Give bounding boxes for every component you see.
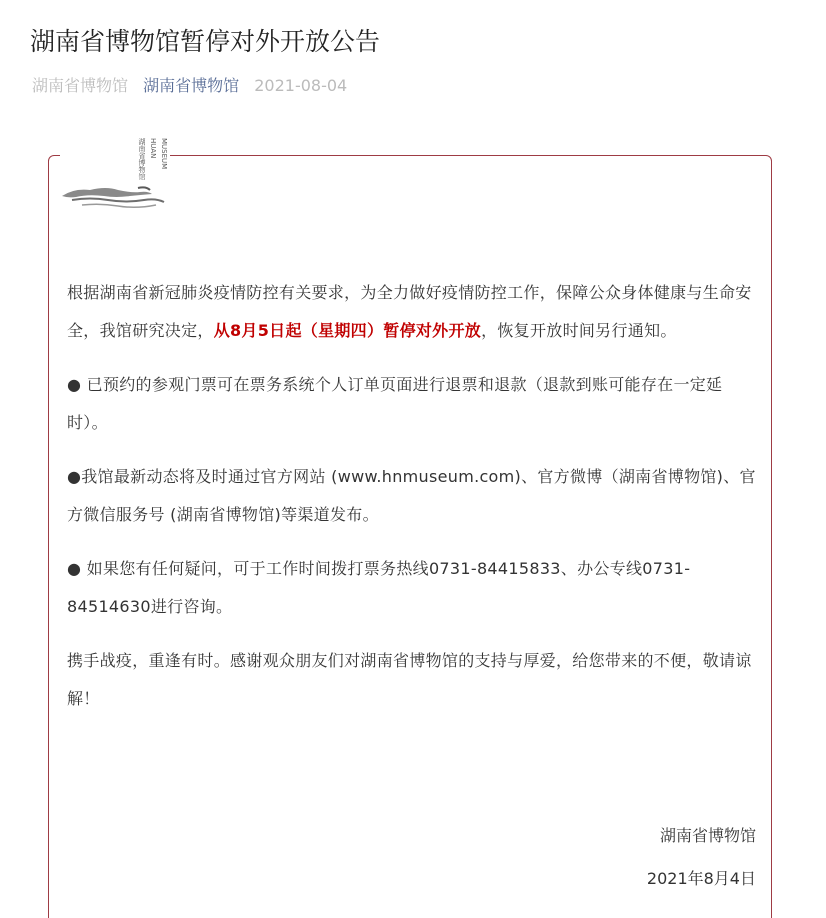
paragraph-channels: ●我馆最新动态将及时通过官方网站 (www.hnmuseum.com)、官方微博（湖南省博物馆)、官方微信服务号 (湖南省博物馆)等渠道发布。 xyxy=(67,467,756,524)
museum-logo-icon xyxy=(60,178,170,214)
museum-logo xyxy=(60,138,170,216)
notice-body xyxy=(67,274,761,718)
paragraph-main xyxy=(67,274,761,350)
paragraph-main-tail: ，恢复开放时间另行通知。 xyxy=(481,321,677,340)
publish-date: 2021-08-04 xyxy=(254,76,348,95)
logo-en-text-1: HUAN xyxy=(149,138,157,159)
article-meta xyxy=(32,74,357,98)
signature-org: 湖南省博物馆 xyxy=(659,826,756,845)
closure-highlight: 从8月5日起（星期四）暂停对外开放 xyxy=(213,321,482,340)
paragraph-refund: ● 已预约的参观门票可在票务系统个人订单页面进行退票和退款（退款到账可能存在一定延时）。 xyxy=(67,375,723,432)
article-title: 湖南省博物馆暂停对外开放公告 xyxy=(30,27,381,56)
signature-date: 2021年8月4日 xyxy=(646,869,756,888)
paragraph-closing: 携手战疫，重逢有时。感谢观众朋友们对湖南省博物馆的支持与厚爱，给您带来的不便，敬请谅解！ xyxy=(67,651,752,708)
logo-en-text-2: MUSEUM xyxy=(160,138,168,170)
paragraph-contact: ● 如果您有任何疑问，可于工作时间拨打票务热线0731-84415833、办公专线0731-84514630进行咨询。 xyxy=(67,559,691,616)
article-author: 湖南省博物馆 xyxy=(32,76,129,95)
account-link[interactable]: 湖南省博物馆 xyxy=(143,76,240,95)
paragraph-main-text: 根据湖南省新冠肺炎疫情防控有关要求，为全力做好疫情防控工作，保障公众身体健康与生命安全，我馆研究决定， xyxy=(67,283,752,340)
logo-cn-text: 湖南省博物馆 xyxy=(138,138,146,180)
